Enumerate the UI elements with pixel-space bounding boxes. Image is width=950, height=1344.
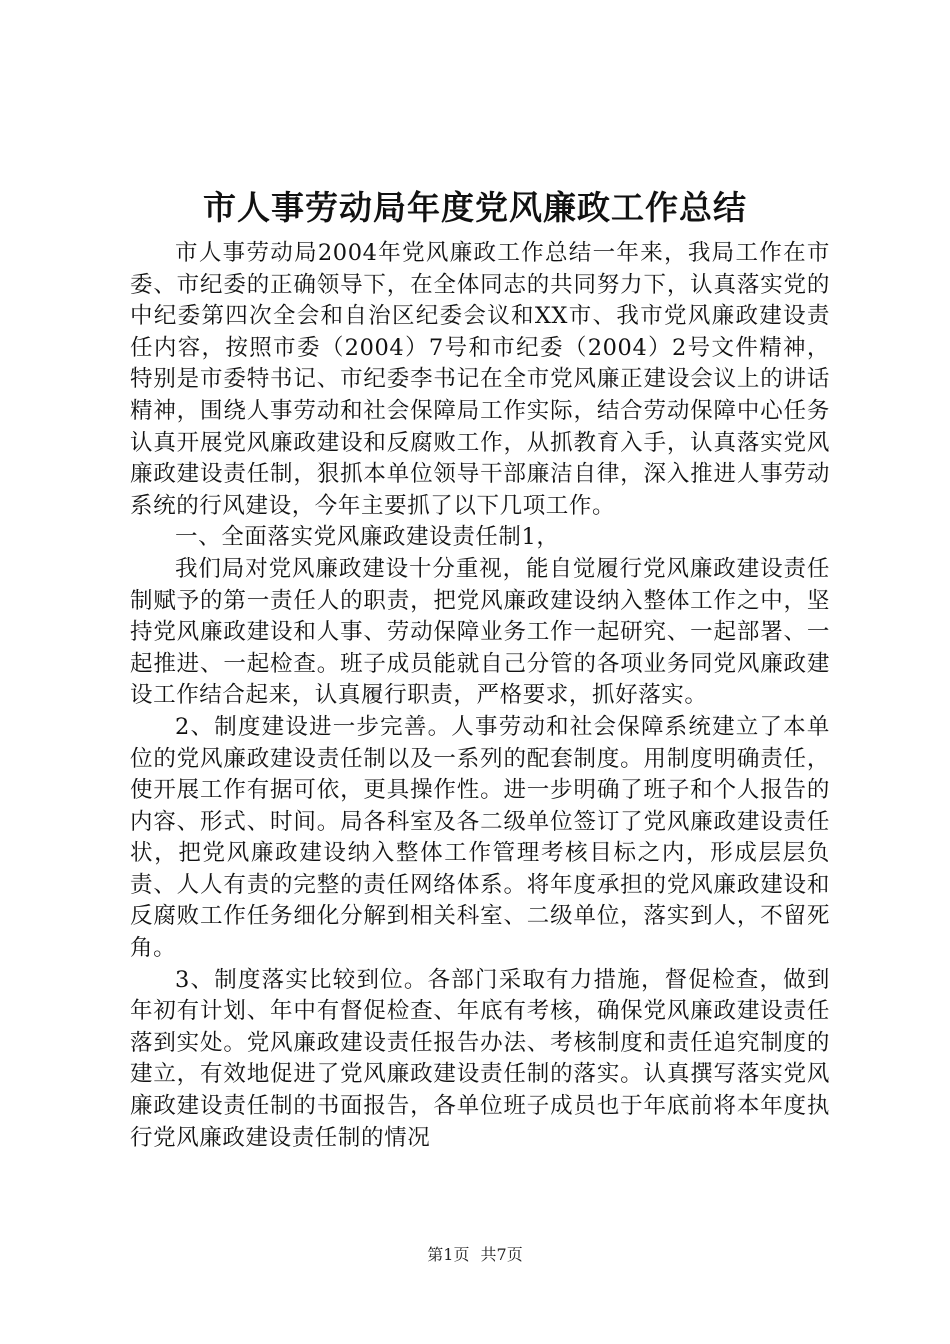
document-body <box>130 238 830 1154</box>
paragraph-section-3: 3、制度落实比较到位。各部门采取有力措施，督促检查，做到年初有计划、年中有督促检查、年底有考核，确保党风廉政建设责任落到实处。党风廉政建设责任报告办法、考核制度和责任追究制度的建立，有效地促进了党风廉政建设责任制的落实。认真撰写落实党风廉政建设责任制的书面报告，各单位班子成员也于年底前将本年度执行党风廉政建设责任制的情况 <box>130 966 830 1151</box>
page-number: 第1页 <box>427 1245 470 1264</box>
page-footer <box>0 1244 950 1266</box>
paragraph-section-2: 2、制度建设进一步完善。人事劳动和社会保障系统建立了本单位的党风廉政建设责任制以及一系列的配套制度。用制度明确责任，使开展工作有据可依，更具操作性。进一步明确了班子和个人报告的内容、形式、时间。局各科室及各二级单位签订了党风廉政建设责任状，把党风廉政建设纳入整体工作管理考核目标之内，形成层层负责、人人有责的完整的责任网络体系。将年度承担的党风廉政建设和反腐败工作任务细化分解到相关科室、二级单位，落实到人，不留死角。 <box>130 713 830 962</box>
paragraph-section-1: 我们局对党风廉政建设十分重视，能自觉履行党风廉政建设责任制赋予的第一责任人的职责，把党风廉政建设纳入整体工作之中，坚持党风廉政建设和人事、劳动保障业务工作一起研究、一起部署、一起推进、一起检查。班子成员能就自己分管的各项业务同党风廉政建设工作结合起来，认真履行职责，严格要求，抓好落实。 <box>130 555 830 709</box>
document-title: 市人事劳动局年度党风廉政工作总结 <box>203 188 747 227</box>
section-heading-1: 一、全面落实党风廉政建设责任制1， <box>175 524 560 551</box>
page-total: 共7页 <box>480 1245 523 1264</box>
paragraph-intro: 市人事劳动局2004年党风廉政工作总结一年来，我局工作在市委、市纪委的正确领导下，在全体同志的共同努力下，认真落实党的中纪委第四次全会和自治区纪委会议和XX市、我市党风廉政建设责任内容，按照市委（2004）7号和市纪委（2004）2号文件精神，特别是市委特书记、市纪委李书记在全市党风廉正建设会议上的讲话精神，围绕人事劳动和社会保障局工作实际，结合劳动保障中心任务认真开展党风廉政建设和反腐败工作，从抓教育入手，认真落实党风廉政建设责任制，狠抓本单位领导干部廉洁自律，深入推进人事劳动系统的行风建设，今年主要抓了以下几项工作。 <box>130 240 830 519</box>
